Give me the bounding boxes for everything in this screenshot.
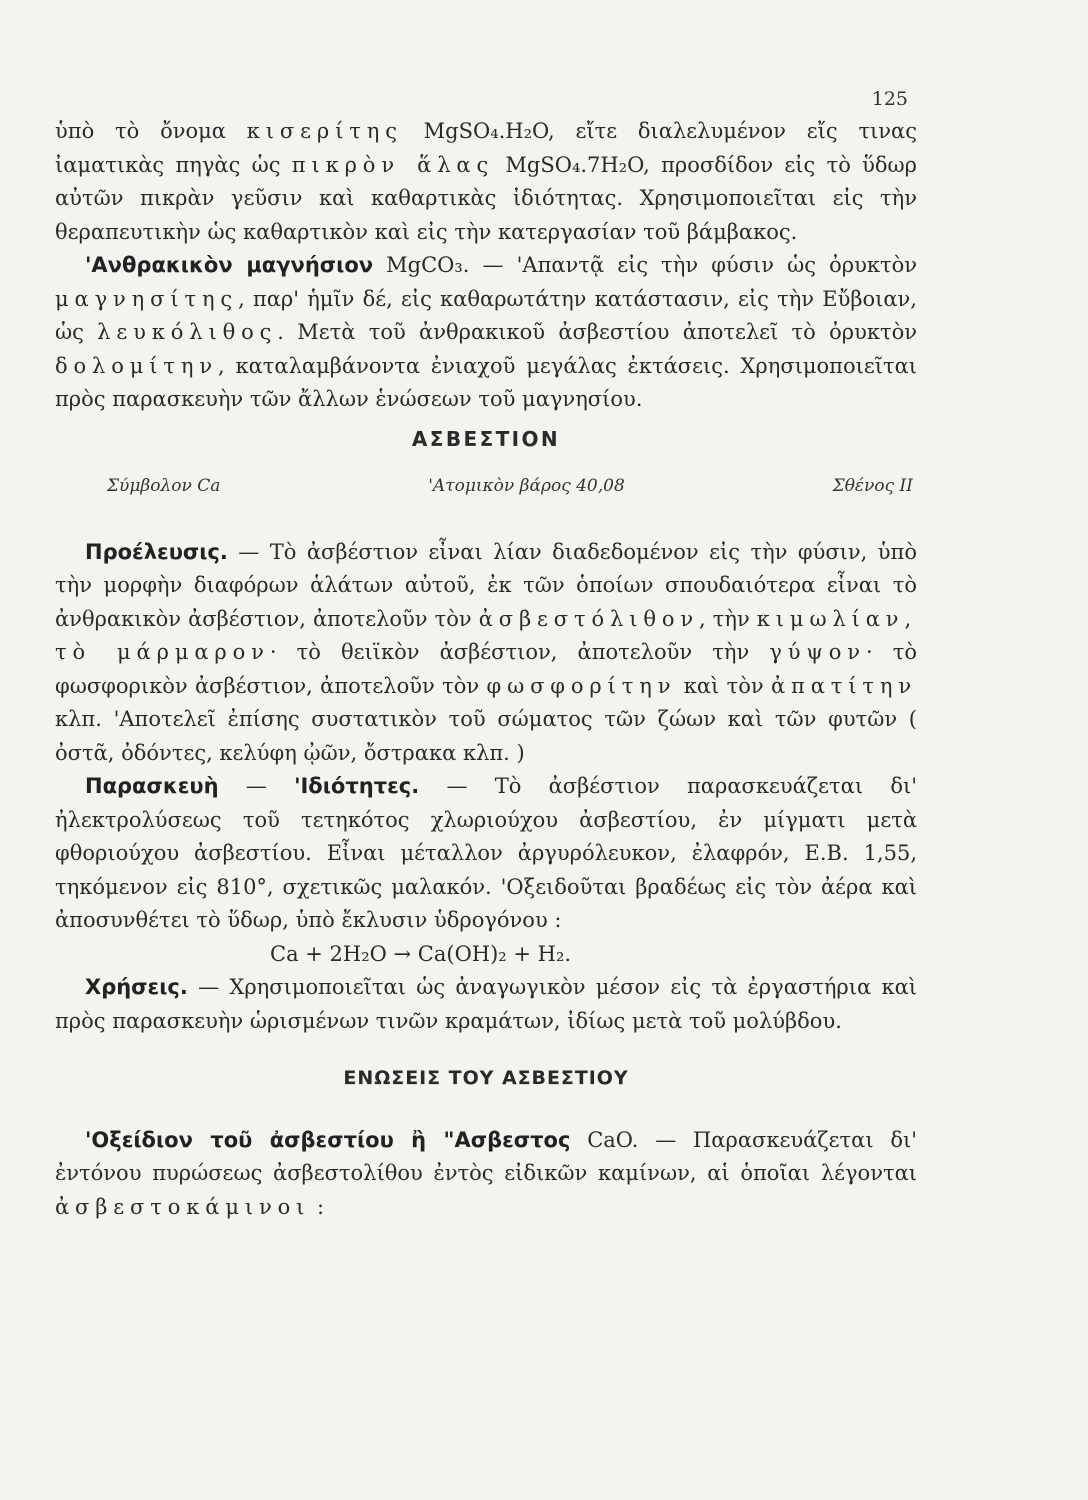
paragraph-origin	[55, 536, 917, 771]
paragraph-heading: 'Ανθρακικὸν μαγνήσιον	[85, 253, 374, 277]
paragraph-calcium-oxide	[55, 1124, 917, 1225]
paragraph-preparation	[55, 770, 917, 938]
paragraph-uses	[55, 971, 917, 1038]
spaced-term: ἀπατίτην	[770, 673, 917, 698]
page-number: 125	[871, 88, 908, 110]
symbol-label: Σύμβολον Ca	[107, 476, 221, 496]
spaced-term: λευκόλιθος	[97, 320, 278, 344]
spaced-term: κισερίτης	[246, 119, 403, 143]
spaced-term: ἀσβεστοκάμινοι	[55, 1194, 311, 1219]
text-run: . Μετὰ τοῦ ἀνθρακικοῦ ἀσβεστίου ἀποτελεῖ τὸ ὀρυκτὸν	[277, 320, 918, 344]
text-run: καὶ τὸν	[676, 673, 771, 698]
text-run: — Τὸ ἀσβέστιον εἶναι λίαν διαδεδομένον εἰς τὴν φύσιν, ὑπὸ τὴν μορφὴν διαφόρων ἁλάτων αὐτοῦ, ἐκ τῶν ὁποίων σπουδαιότερα εἶναι τὸ ἀνθρακικὸν ἀσβέστιον, ἀποτελοῦν τὸν	[55, 539, 917, 631]
paragraph-magnesium-carbonate	[55, 249, 917, 417]
text-run: · τὸ φωσφορικὸν ἀσβέστιον, ἀποτελοῦν τὸν	[55, 640, 917, 698]
paragraph-heading: Χρήσεις.	[85, 975, 188, 999]
spaced-term: γύψον	[769, 640, 866, 664]
text-run: — Τὸ ἀσβέστιον παρασκευάζεται δι' ἠλεκτρολύσεως τοῦ τετηκότος χλωριούχου ἀσβεστίου, ἐν μίγματι μετὰ φθοριούχου ἀσβεστίου. Εἶναι μέταλλον ἀργυρόλευκον, ἐλαφρόν, Ε.Β. 1,55, τηκόμενον εἰς 810°, σχετικῶς μαλακόν. 'Οξειδοῦται βραδέως εἰς τὸν ἀέρα καὶ ἀποσυνθέτει τὸ ὕδωρ, ὑπὸ ἔκλυσιν ὑδρογόνου :	[55, 774, 917, 932]
paragraph-heading: 'Οξείδιον τοῦ ἀσβεστίου ἢ "Ασβεστος	[85, 1127, 571, 1152]
text-run: — Χρησιμοποιεῖται ὡς ἀναγωγικὸν μέσον εἰς τὰ ἐργαστήρια καὶ πρὸς παρασκευὴν ὡρισμένων τινῶν κραμάτων, ἰδίως μετὰ τοῦ μολύβδου.	[55, 975, 917, 1033]
text-run: —	[218, 774, 295, 798]
paragraph-heading: 'Ιδιότητες.	[294, 774, 420, 798]
page-body	[55, 115, 917, 1224]
text-run: :	[310, 1194, 325, 1219]
text-run: , καταλαμβάνοντα ἐνιαχοῦ μεγάλας ἐκτάσεις. Χρησιμοποιεῖται πρὸς παρασκευὴν τῶν ἄλλων ἑνώσεων τοῦ μαγνησίου.	[55, 353, 917, 411]
element-meta-row	[55, 470, 917, 504]
spaced-term: κιμωλίαν, τὸ μάρμαρον	[55, 606, 918, 664]
compounds-title: ΕΝΩΣΕΙΣ ΤΟΥ ΑΣΒΕΣΤΙΟΥ	[343, 1067, 629, 1089]
paragraph-heading: Παρασκευὴ	[85, 774, 219, 798]
text-run: κλπ. 'Αποτελεῖ ἐπίσης συστατικὸν τοῦ σώματος τῶν ζώων καὶ τῶν φυτῶν ( ὀστᾶ, ὀδόντες, κελύφη ᾠῶν, ὄστρακα κλπ. )	[55, 707, 917, 765]
spaced-term: μαγνησίτης	[55, 286, 239, 311]
spaced-term: φωσφορίτην	[486, 673, 677, 698]
paragraph-heading: Προέλευσις.	[85, 539, 228, 564]
paragraph-kiseritis	[55, 115, 917, 249]
text-run: , τὴν	[699, 606, 757, 631]
reaction-formula: Ca + 2H₂O → Ca(OH)₂ + H₂.	[270, 941, 572, 966]
text-run: MgCO₃. — 'Απαντᾷ εἰς τὴν φύσιν ὡς ὀρυκτὸν	[373, 253, 917, 277]
spaced-term: πικρὸν ἅλας	[291, 152, 495, 177]
valence-label: Σθένος II	[832, 476, 913, 496]
atomic-weight-label: 'Ατομικὸν βάρος 40,08	[428, 476, 625, 496]
text-run: · τὸ θειϊκὸν ἀσβέστιον, ἀποτελοῦν τὴν	[269, 640, 770, 664]
section-title: ΑΣΒΕΣΤΙΟΝ	[411, 426, 561, 451]
text-run: ὑπὸ τὸ ὄνομα	[55, 119, 247, 143]
spaced-term: ἀσβεστόλιθον	[478, 606, 700, 631]
text-run: CaO. — Παρασκευάζεται δι' ἐντόνου πυρώσεως ἀσβεστολίθου ἐντὸς εἰδικῶν καμίνων, αἱ ὁποῖαι λέγονται	[55, 1127, 918, 1185]
text-run: MgSO₄.7H₂O, προσδίδον εἰς τὸ ὕδωρ αὐτῶν πικρὰν γεῦσιν καὶ καθαρτικὰς ἰδιότητας. Χρησιμοποιεῖται εἰς τὴν θεραπευτικὴν ὡς καθαρτικὸν καὶ εἰς τὴν κατεργασίαν τοῦ βάμβακος.	[55, 152, 917, 244]
text-run: , παρ' ἡμῖν δέ, εἰς καθαρωτάτην κατάστασιν, εἰς τὴν Εὔβοιαν, ὡς	[55, 286, 917, 344]
spaced-term: δολομίτην	[55, 353, 219, 378]
text-run: MgSO₄.H₂O, εἴτε διαλελυμένον εἴς τινας ἰαματικὰς πηγὰς ὡς	[55, 119, 917, 177]
